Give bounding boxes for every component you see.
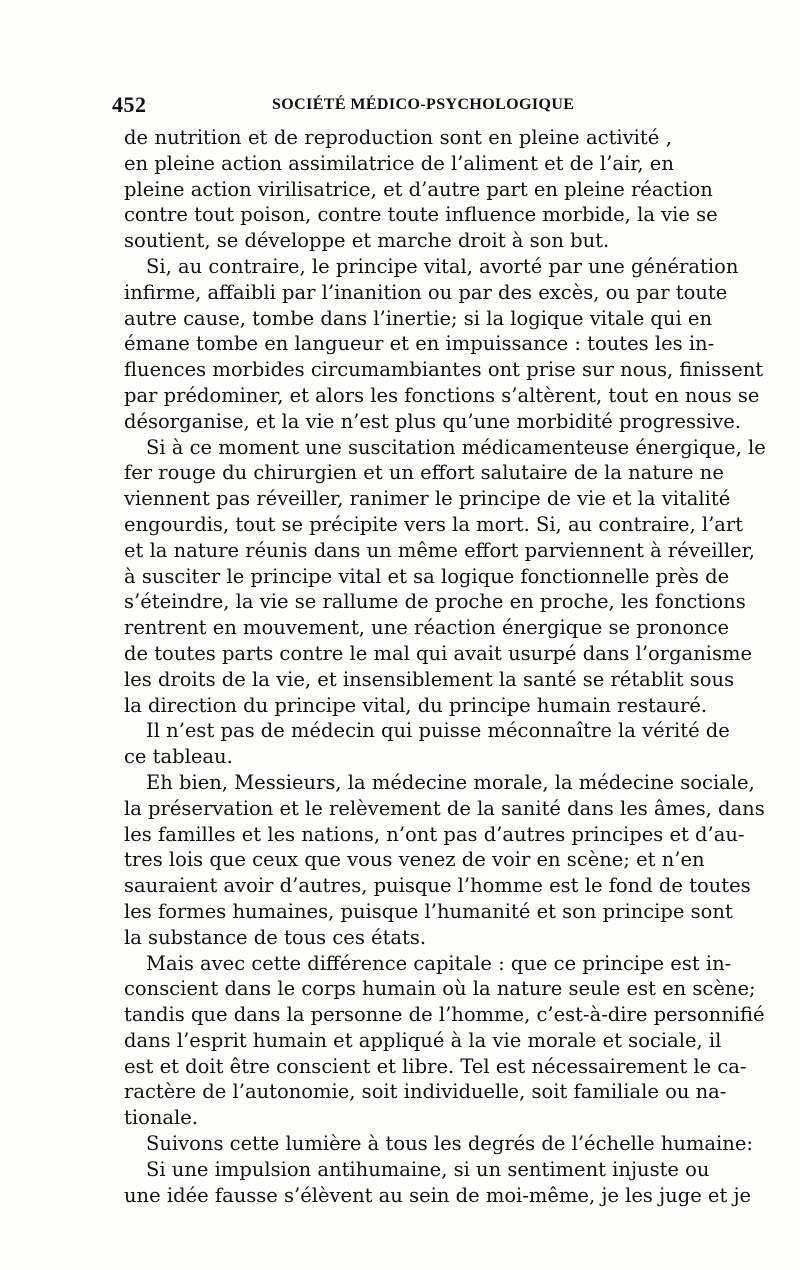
text-line: soutient, se développe et marche droit à son but. xyxy=(124,229,610,253)
page-number: 452 xyxy=(112,92,147,117)
text-line: tres lois que ceux que vous venez de voir en scène; et n’en xyxy=(124,848,705,872)
running-head: SOCIÉTÉ MÉDICO-PSYCHOLOGIQUE xyxy=(272,96,575,113)
text-line: Eh bien, Messieurs, la médecine morale, la médecine sociale, xyxy=(146,770,755,794)
text-line: fluences morbides circumambiantes ont prise sur nous, finissent xyxy=(124,358,764,382)
text-line: la substance de tous ces états. xyxy=(124,925,427,949)
text-line: autre cause, tombe dans l’inertie; si la logique vitale qui en xyxy=(124,306,713,330)
body-text xyxy=(124,125,766,1208)
text-line: les formes humaines, puisque l’humanité et son principe sont xyxy=(124,899,733,923)
text-line: infirme, affaibli par l’inanition ou par des excès, ou par toute xyxy=(124,280,728,304)
text-line: Si une impulsion antihumaine, si un sentiment injuste ou xyxy=(146,1157,710,1181)
page-header xyxy=(112,92,672,118)
text-line: Si à ce moment une suscitation médicamenteuse énergique, le xyxy=(146,435,766,459)
text-line: ractère de l’autonomie, soit individuelle, soit familiale ou na- xyxy=(124,1080,727,1104)
text-line: pleine action virilisatrice, et d’autre part en pleine réaction xyxy=(124,177,713,201)
text-line: Suivons cette lumière à tous les degrés de l’échelle humaine: xyxy=(146,1132,753,1156)
text-line: s’éteindre, la vie se rallume de proche en proche, les fonctions xyxy=(124,590,746,614)
text-line: Mais avec cette différence capitale : que ce principe est in- xyxy=(146,951,732,975)
text-line: tandis que dans la personne de l’homme, c’est-à-dire personnifié xyxy=(124,1003,765,1027)
text-line: de nutrition et de reproduction sont en pleine activité , xyxy=(124,126,672,149)
text-line: Il n’est pas de médecin qui puisse méconnaître la vérité de xyxy=(146,719,730,743)
text-line: conscient dans le corps humain où la nature seule est en scène; xyxy=(124,977,756,1001)
text-line: dans l’esprit humain et appliqué à la vie morale et sociale, il xyxy=(124,1028,722,1052)
text-line: désorganise, et la vie n’est plus qu’une morbidité progressive. xyxy=(124,409,741,433)
text-line: viennent pas réveiller, ranimer le principe de vie et la vitalité xyxy=(124,487,731,511)
text-line: et la nature réunis dans un même effort parviennent à réveiller, xyxy=(124,538,755,562)
text-line: les familles et les nations, n’ont pas d’autres principes et d’au- xyxy=(124,822,745,846)
text-line: à susciter le principe vital et sa logique fonctionnelle près de xyxy=(124,564,730,588)
text-line: contre tout poison, contre toute influence morbide, la vie se xyxy=(124,203,718,227)
text-line: rentrent en mouvement, une réaction énergique se prononce xyxy=(124,616,730,640)
text-line: sauraient avoir d’autres, puisque l’homme est le fond de toutes xyxy=(124,874,751,898)
text-line: une idée fausse s’élèvent au sein de moi-même, je les juge et je xyxy=(124,1183,752,1207)
text-line: la préservation et le relèvement de la sanité dans les âmes, dans xyxy=(124,796,765,820)
text-line: engourdis, tout se précipite vers la mort. Si, au contraire, l’art xyxy=(124,512,744,536)
text-line: fer rouge du chirurgien et un effort salutaire de la nature ne xyxy=(124,461,724,485)
text-line: les droits de la vie, et insensiblement la santé se rétablit sous xyxy=(124,667,735,691)
text-line: tionale. xyxy=(124,1106,198,1130)
text-line: Si, au contraire, le principe vital, avorté par une génération xyxy=(146,254,739,278)
text-line: en pleine action assimilatrice de l’aliment et de l’air, en xyxy=(124,151,674,175)
text-line: de toutes parts contre le mal qui avait usurpé dans l’organisme xyxy=(124,641,753,665)
text-line: est et doit être conscient et libre. Tel est nécessairement le ca- xyxy=(124,1054,747,1078)
text-line: ce tableau. xyxy=(124,745,233,769)
text-line: par prédominer, et alors les fonctions s’altèrent, tout en nous se xyxy=(124,383,760,407)
text-line: la direction du principe vital, du principe humain restauré. xyxy=(124,693,708,717)
text-line: émane tombe en langueur et en impuissance : toutes les in- xyxy=(124,332,715,356)
